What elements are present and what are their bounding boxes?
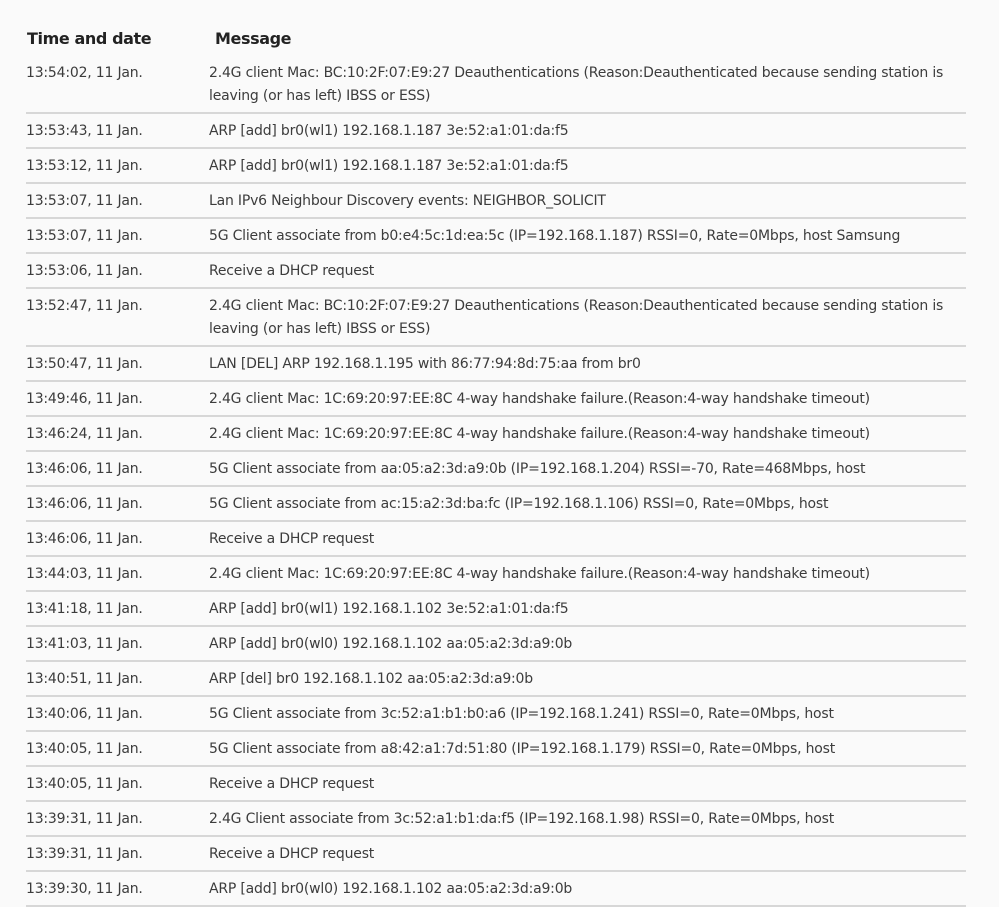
row-timestamp: 13:53:12, 11 Jan. — [26, 158, 143, 174]
table-row — [26, 219, 966, 254]
column-header-time: Time and date — [27, 29, 152, 48]
row-message: 2.4G client Mac: 1C:69:20:97:EE:8C 4-way handshake failure.(Reason:4-way handshake timeout) — [209, 426, 870, 442]
row-timestamp: 13:40:06, 11 Jan. — [26, 706, 143, 722]
log-rows — [26, 56, 966, 907]
row-message: 5G Client associate from 3c:52:a1:b1:b0:a6 (IP=192.168.1.241) RSSI=0, Rate=0Mbps, host — [209, 706, 834, 722]
row-timestamp: 13:46:06, 11 Jan. — [26, 496, 143, 512]
row-timestamp: 13:41:18, 11 Jan. — [26, 601, 143, 617]
row-timestamp: 13:44:03, 11 Jan. — [26, 566, 143, 582]
row-timestamp: 13:40:05, 11 Jan. — [26, 776, 143, 792]
table-header — [26, 0, 966, 56]
row-timestamp: 13:52:47, 11 Jan. — [26, 298, 143, 314]
row-message: 5G Client associate from aa:05:a2:3d:a9:0b (IP=192.168.1.204) RSSI=-70, Rate=468Mbps, host — [209, 461, 866, 477]
table-row — [26, 417, 966, 452]
table-row — [26, 149, 966, 184]
table-row — [26, 627, 966, 662]
row-timestamp: 13:39:31, 11 Jan. — [26, 811, 143, 827]
table-row — [26, 452, 966, 487]
row-timestamp: 13:39:30, 11 Jan. — [26, 881, 143, 897]
table-row — [26, 732, 966, 767]
row-timestamp: 13:39:31, 11 Jan. — [26, 846, 143, 862]
row-message: 5G Client associate from b0:e4:5c:1d:ea:5c (IP=192.168.1.187) RSSI=0, Rate=0Mbps, host Samsung — [209, 228, 901, 244]
row-timestamp: 13:54:02, 11 Jan. — [26, 65, 143, 81]
row-message: ARP [add] br0(wl1) 192.168.1.187 3e:52:a1:01:da:f5 — [209, 123, 569, 139]
table-row — [26, 557, 966, 592]
table-row — [26, 487, 966, 522]
row-message: LAN [DEL] ARP 192.168.1.195 with 86:77:94:8d:75:aa from br0 — [209, 356, 641, 372]
table-row — [26, 114, 966, 149]
row-message: 2.4G client Mac: BC:10:2F:07:E9:27 Deauthentications (Reason:Deauthenticated because sending station is leaving (or has left) IBSS or ESS) — [209, 65, 944, 104]
row-timestamp: 13:40:05, 11 Jan. — [26, 741, 143, 757]
row-timestamp: 13:40:51, 11 Jan. — [26, 671, 143, 687]
row-message: ARP [add] br0(wl0) 192.168.1.102 aa:05:a2:3d:a9:0b — [209, 636, 573, 652]
table-row — [26, 56, 966, 114]
row-message: 2.4G client Mac: 1C:69:20:97:EE:8C 4-way handshake failure.(Reason:4-way handshake timeout) — [209, 566, 870, 582]
column-header-message: Message — [215, 29, 292, 48]
table-row — [26, 347, 966, 382]
row-timestamp: 13:41:03, 11 Jan. — [26, 636, 143, 652]
row-message: 5G Client associate from ac:15:a2:3d:ba:fc (IP=192.168.1.106) RSSI=0, Rate=0Mbps, host — [209, 496, 829, 512]
row-timestamp: 13:53:06, 11 Jan. — [26, 263, 143, 279]
table-row — [26, 837, 966, 872]
row-message: 2.4G client Mac: BC:10:2F:07:E9:27 Deauthentications (Reason:Deauthenticated because sending station is leaving (or has left) IBSS or ESS) — [209, 298, 944, 337]
row-message: Receive a DHCP request — [209, 263, 375, 279]
row-timestamp: 13:46:06, 11 Jan. — [26, 531, 143, 547]
row-message: ARP [add] br0(wl1) 192.168.1.102 3e:52:a1:01:da:f5 — [209, 601, 569, 617]
row-message: Lan IPv6 Neighbour Discovery events: NEIGHBOR_SOLICIT — [209, 193, 606, 209]
table-row — [26, 592, 966, 627]
row-timestamp: 13:46:24, 11 Jan. — [26, 426, 143, 442]
row-timestamp: 13:53:07, 11 Jan. — [26, 193, 143, 209]
table-row — [26, 662, 966, 697]
table-row — [26, 254, 966, 289]
row-message: Receive a DHCP request — [209, 776, 375, 792]
row-message: ARP [add] br0(wl0) 192.168.1.102 aa:05:a2:3d:a9:0b — [209, 881, 573, 897]
table-row — [26, 289, 966, 347]
row-timestamp: 13:50:47, 11 Jan. — [26, 356, 143, 372]
table-row — [26, 382, 966, 417]
table-row — [26, 767, 966, 802]
row-message: 5G Client associate from a8:42:a1:7d:51:80 (IP=192.168.1.179) RSSI=0, Rate=0Mbps, host — [209, 741, 835, 757]
row-timestamp: 13:49:46, 11 Jan. — [26, 391, 143, 407]
event-log-table — [26, 0, 966, 897]
table-row — [26, 184, 966, 219]
row-message: ARP [del] br0 192.168.1.102 aa:05:a2:3d:a9:0b — [209, 671, 533, 687]
table-row — [26, 522, 966, 557]
row-message: 2.4G client Mac: 1C:69:20:97:EE:8C 4-way handshake failure.(Reason:4-way handshake timeout) — [209, 391, 870, 407]
row-timestamp: 13:53:07, 11 Jan. — [26, 228, 143, 244]
row-timestamp: 13:46:06, 11 Jan. — [26, 461, 143, 477]
table-row — [26, 697, 966, 732]
table-row — [26, 872, 966, 907]
row-message: ARP [add] br0(wl1) 192.168.1.187 3e:52:a1:01:da:f5 — [209, 158, 569, 174]
row-message: Receive a DHCP request — [209, 531, 375, 547]
row-timestamp: 13:53:43, 11 Jan. — [26, 123, 143, 139]
table-row — [26, 802, 966, 837]
row-message: 2.4G Client associate from 3c:52:a1:b1:da:f5 (IP=192.168.1.98) RSSI=0, Rate=0Mbps, host — [209, 811, 835, 827]
row-message: Receive a DHCP request — [209, 846, 375, 862]
